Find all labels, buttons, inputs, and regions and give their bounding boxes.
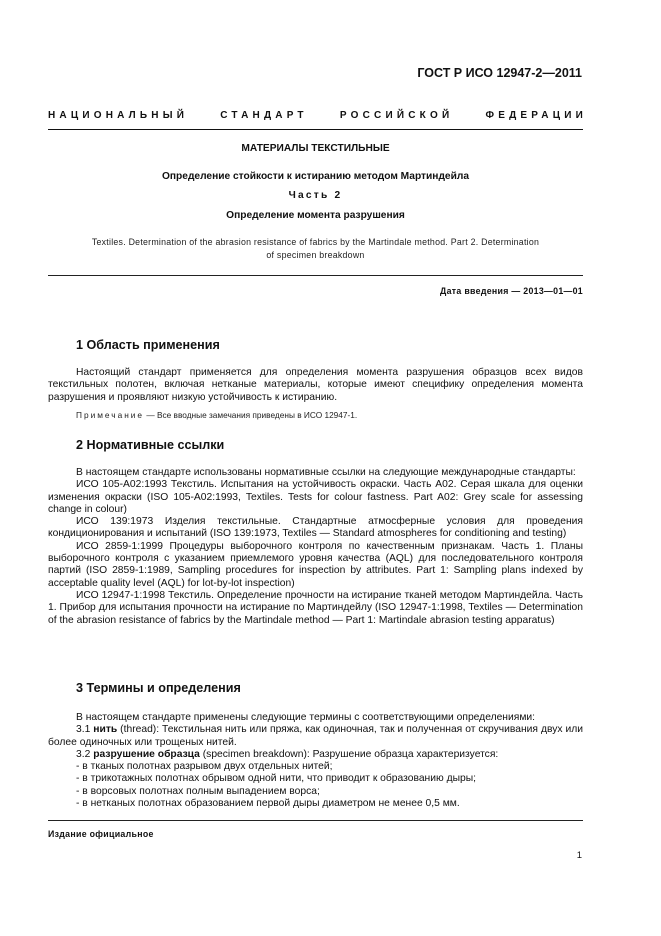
term-definition: [48, 724, 583, 749]
term-text: (specimen breakdown): Разрушение образца характеризуется:: [199, 748, 499, 760]
term-definition: [48, 749, 583, 761]
paragraph: В настоящем стандарте применены следующие термины с соответствующими определениями:: [76, 712, 536, 723]
term-number: 3.1: [76, 724, 94, 736]
banner-word: РОССИЙСКОЙ: [339, 110, 454, 121]
list-item: - в трикотажных полотнах обрывом одной нити, что приводит к образованию дыры;: [76, 773, 476, 785]
term-number: 3.2: [76, 748, 94, 760]
header-divider: [48, 129, 583, 130]
reference-item: ИСО 139:1973 Изделия текстильные. Стандартные атмосферные условия для проведения кондиционирования и испытаний (ISO 139:1973, Textiles — Standard atmospheres for conditioning and testing): [48, 516, 583, 540]
main-title: МАТЕРИАЛЫ ТЕКСТИЛЬНЫЕ: [241, 143, 390, 154]
note: [76, 410, 357, 420]
publication-note: Издание официальное: [48, 829, 154, 839]
paragraph: Настоящий стандарт применяется для определения момента разрушения образцов всех видов текстильных полотен, включая нетканые материалы, которые имеют специфику определения момента разрушения и проявляют низкую устойчивость к истиранию.: [48, 367, 583, 403]
term-text: (thread): Текстильная нить или пряжа, как одиночная, так и полученная от скручивания двух или более одиночных или трощеных нитей.: [48, 724, 583, 748]
note-text: — Все вводные замечания приведены в ИСО 12947-1.: [144, 410, 358, 420]
page-number: 1: [576, 850, 582, 861]
section-references-text: [48, 467, 583, 627]
english-title: [48, 236, 583, 262]
list-item: - в ворсовых полотнах полным выпадением ворса;: [76, 785, 320, 797]
reference-item: ИСО 12947-1:1998 Текстиль. Определение прочности на истирание тканей методом Мартиндейла. Часть 1. Прибор для испытания прочности на истирание по Мартиндейлу (ISO 12947-1:1998, Textiles — Determination of the abrasion resistance of fabrics by the Martindale method — Part 1: Martindale abrasion testing apparatus): [48, 589, 583, 626]
part-title: Определение момента разрушения: [226, 210, 405, 221]
subtitle: Определение стойкости к истиранию методом Мартиндейла: [161, 171, 469, 182]
footer-divider: [48, 820, 583, 821]
term-name: нить: [93, 724, 118, 736]
part-label: Часть 2: [288, 190, 343, 201]
paragraph: В настоящем стандарте использованы нормативные ссылки на следующие международные стандарты:: [76, 467, 576, 478]
banner-word: СТАНДАРТ: [220, 110, 308, 121]
english-title-line: Textiles. Determination of the abrasion resistance of fabrics by the Martindale method. Part 2. Determination: [91, 237, 540, 247]
section-terms-text: [48, 712, 583, 810]
national-standard-banner: [48, 110, 587, 121]
list-item: - в нетканых полотнах образованием первой дыры диаметром не менее 0,5 мм.: [76, 798, 460, 810]
banner-word: ФЕДЕРАЦИИ: [485, 110, 587, 121]
section-heading-scope: 1 Область применения: [76, 338, 220, 352]
document-code: ГОСТ Р ИСО 12947-2—2011: [417, 66, 582, 80]
introduction-date: Дата введения — 2013—01—01: [440, 286, 583, 296]
english-title-line: of specimen breakdown: [266, 250, 365, 260]
section-scope-text: [48, 367, 583, 404]
banner-word: НАЦИОНАЛЬНЫЙ: [48, 110, 189, 121]
list-item: - в тканых полотнах разрывом двух отдельных нитей;: [76, 761, 333, 773]
title-divider: [48, 275, 583, 276]
reference-item: ИСО 2859-1:1999 Процедуры выборочного контроля по качественным признакам. Часть 1. Планы выборочного контроля с указанием приемлемого уровня качества (AQL) для последовательного контроля партий (ISO 2859-1:1989, Sampling procedures for inspection by attributes. Part 1: Sampling plans indexed by acceptable quality level (AQL) for lot-by-lot inspection): [48, 540, 583, 589]
reference-item: ИСО 105-А02:1993 Текстиль. Испытания на устойчивость окраски. Часть А02. Серая шкала для оценки изменения окраски (ISO 105-A02:1993, Textiles. Tests for colour fastness. Part A02: Grey scale for assessing change in colour): [48, 479, 583, 515]
note-label: Примечание: [76, 410, 145, 420]
section-heading-terms: 3 Термины и определения: [76, 681, 241, 695]
term-name: разрушение образца: [93, 748, 200, 760]
section-heading-references: 2 Нормативные ссылки: [76, 438, 225, 452]
